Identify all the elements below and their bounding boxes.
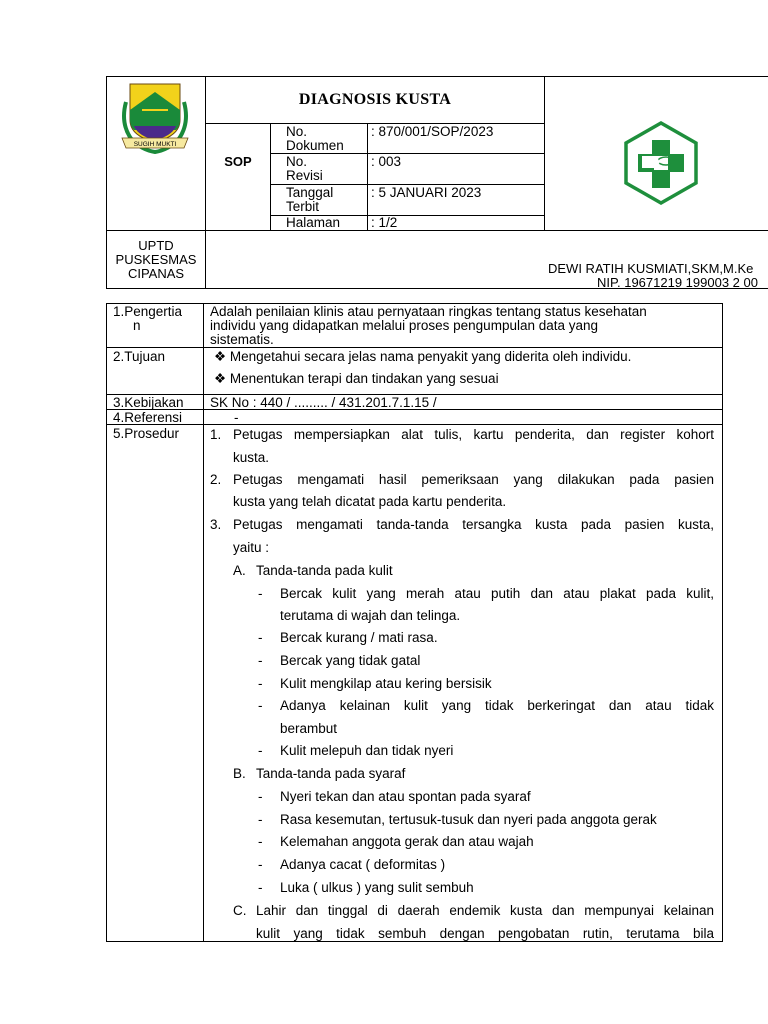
prosedur-line-1: Petugas mempersiapkan alat tulis, kartu penderita, dan register kohort (233, 427, 714, 442)
referensi-value: - (234, 410, 239, 425)
puskesmas-logo (620, 120, 702, 206)
sub-a-dash-4: - (258, 676, 263, 691)
prosedur-line-2b: kusta yang telah dicatat pada kartu penderita. (233, 494, 507, 509)
prosedur-line-3b: yaitu : (233, 540, 270, 555)
field-value-tanggal: : 5 JANUARI 2023 (371, 185, 482, 200)
org-line-uptd: UPTD (138, 238, 174, 253)
tujuan-text-2: Menentukan terapi dan tindakan yang sesuai (229, 371, 499, 386)
sub-a-dash-6: - (258, 743, 263, 758)
label-prosedur: 5.Prosedur (113, 426, 180, 441)
field-label-no-revisi-1: No. (286, 154, 308, 169)
sub-a-dash-3: - (258, 653, 263, 668)
sub-b-dash-2: - (258, 812, 263, 827)
org-line-cipanas: CIPANAS (127, 266, 185, 281)
sub-a-title: Tanda-tanda pada kulit (256, 563, 393, 578)
sub-a-item-1: Bercak kulit yang merah atau putih dan atau plakat pada kulit, (280, 586, 714, 601)
prosedur-num-2: 2. (210, 472, 222, 487)
sub-b-item-4: Adanya cacat ( deformitas ) (280, 857, 446, 872)
field-label-tanggal-1: Tanggal (286, 185, 334, 200)
tujuan-text-1: Mengetahui secara jelas nama penyakit yang diderita oleh individu. (229, 349, 632, 364)
sub-b-dash-4: - (258, 857, 263, 872)
sub-a-item-6: Kulit melepuh dan tidak nyeri (280, 743, 454, 758)
sub-b-title: Tanda-tanda pada syaraf (256, 766, 406, 781)
sub-a-item-3: Bercak yang tidak gatal (280, 653, 421, 668)
field-label-tanggal-2: Terbit (286, 199, 320, 214)
prosedur-line-1b: kusta. (233, 450, 270, 465)
sop-label: SOP (224, 154, 252, 169)
sub-a-dash-1: - (258, 586, 263, 601)
pengertian-line-3: sistematis. (210, 332, 274, 347)
tujuan-item-1 (214, 350, 631, 364)
sub-b-dash-1: - (258, 789, 263, 804)
label-kebijakan: 3.Kebijakan (113, 395, 184, 410)
sub-b-num: B. (233, 766, 246, 781)
field-value-no-dokumen: : 870/001/SOP/2023 (371, 124, 494, 139)
sub-a-item-4: Kulit mengkilap atau kering bersisik (280, 676, 492, 691)
label-pengertian-1: 1.Pengertia (113, 304, 183, 319)
sub-b-item-1: Nyeri tekan dan atau spontan pada syaraf (280, 789, 531, 804)
sub-c-num: C. (233, 903, 247, 918)
org-line-puskesmas: PUSKESMAS (115, 252, 197, 267)
field-label-no-revisi-2: Revisi (286, 168, 323, 183)
field-value-no-revisi: : 003 (371, 154, 402, 169)
pengertian-line-2: individu yang didapatkan melalui proses pengumpulan data yang (210, 318, 599, 333)
field-label-halaman: Halaman (286, 215, 341, 230)
field-value-halaman: : 1/2 (371, 215, 398, 230)
sub-c-line-1: Lahir dan tinggal di daerah endemik kusta dan mempunyai kelainan (256, 903, 714, 918)
field-label-no-dokumen-1: No. (286, 124, 308, 139)
label-pengertian-2: n (133, 318, 141, 333)
signatory-nip: NIP. 19671219 199003 2 00 (597, 275, 758, 290)
prosedur-line-3: Petugas mengamati tanda-tanda tersangka kusta pada pasien kusta, (233, 517, 714, 532)
sub-a-num: A. (233, 563, 246, 578)
logo-motto: SUGIH MUKTI (133, 141, 177, 148)
signatory-name: DEWI RATIH KUSMIATI,SKM,M.Ke (548, 261, 754, 276)
document-title: DIAGNOSIS KUSTA (298, 91, 452, 108)
field-label-no-dokumen-2: Dokumen (286, 138, 344, 153)
pengertian-line-1: Adalah penilaian klinis atau pernyataan ringkas tentang status kesehatan (210, 304, 647, 319)
sub-a-item-5: Adanya kelainan kulit yang tidak berkeringat dan atau tidak (280, 698, 714, 713)
diamond-bullet-icon: ❖ (214, 371, 227, 386)
kebijakan-value: SK No : 440 / ......... / 431.201.7.1.15 / (210, 395, 437, 410)
prosedur-num-1: 1. (210, 427, 222, 442)
prosedur-line-2: Petugas mengamati hasil pemeriksaan yang dilakukan pada pasien (233, 472, 714, 487)
sub-c-line-2: kulit yang tidak sembuh dengan pengobatan rutin, terutama bila (256, 926, 714, 941)
prosedur-num-3: 3. (210, 517, 222, 532)
label-referensi: 4.Referensi (113, 410, 183, 425)
sub-b-item-2: Rasa kesemutan, tertusuk-tusuk dan nyeri pada anggota gerak (280, 812, 657, 827)
sub-a-item-1b: terutama di wajah dan telinga. (280, 608, 461, 623)
sub-b-item-5: Luka ( ulkus ) yang sulit sembuh (280, 880, 474, 895)
sub-a-dash-5: - (258, 698, 263, 713)
sub-a-item-2: Bercak kurang / mati rasa. (280, 630, 438, 645)
regional-logo (118, 80, 192, 156)
sub-b-item-3: Kelemahan anggota gerak dan atau wajah (280, 834, 534, 849)
sub-a-dash-2: - (258, 630, 263, 645)
label-tujuan: 2.Tujuan (113, 349, 166, 364)
sub-b-dash-5: - (258, 880, 263, 895)
organization-name (107, 239, 205, 281)
sub-a-item-5b: berambut (280, 721, 338, 736)
tujuan-item-2 (214, 372, 499, 386)
sub-b-dash-3: - (258, 834, 263, 849)
diamond-bullet-icon: ❖ (214, 349, 227, 364)
